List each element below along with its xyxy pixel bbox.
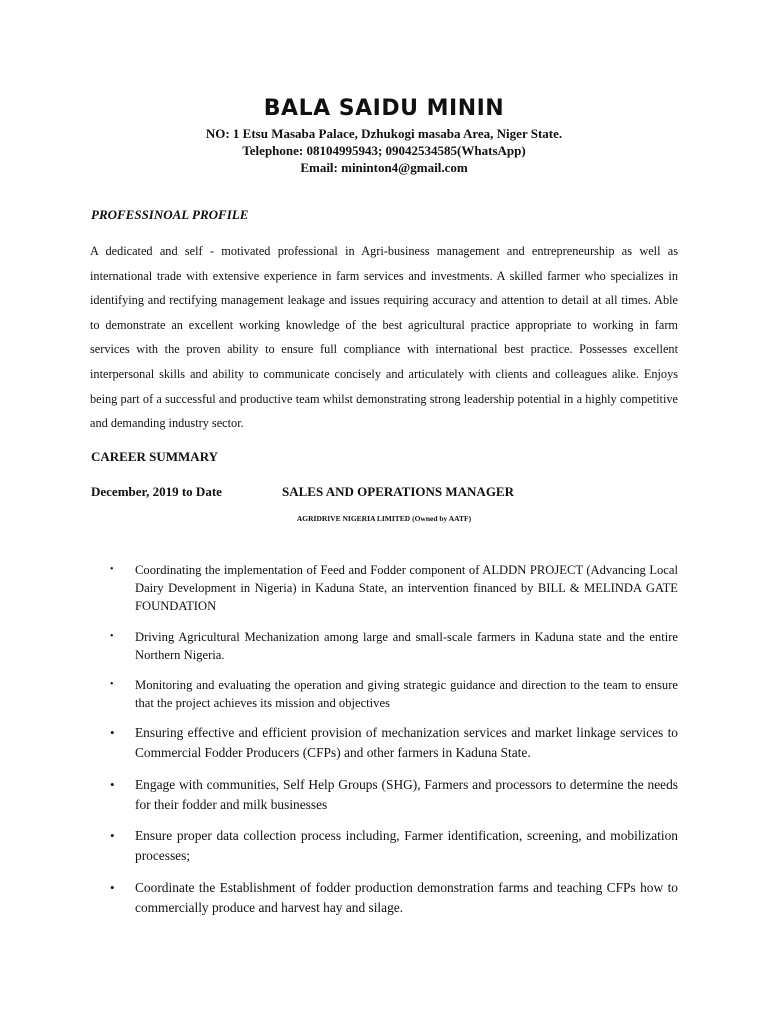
address-line: NO: 1 Etsu Masaba Palace, Dzhukogi masaba Area, Niger State. — [205, 126, 563, 141]
bullet-icon: • — [110, 777, 115, 792]
duty-text: Coordinate the Establishment of fodder production demonstration farms and teaching CFPs how to commercially produce and harvest hay and silage. — [135, 880, 678, 915]
bullet-icon: • — [110, 679, 114, 690]
bullet-icon: • — [110, 880, 115, 895]
job-date-range: December, 2019 to Date — [91, 484, 222, 499]
duty-text: Ensure proper data collection process including, Farmer identification, screening, and mobilization processes; — [135, 828, 678, 863]
email-line: Email: mininton4@gmail.com — [300, 160, 468, 175]
duty-text: Coordinating the implementation of Feed and Fodder component of ALDDN PROJECT (Advancing Local Dairy Development in Nigeria) in Kaduna State, an intervention financed by BILL & MELINDA GATE FOUNDATION — [135, 563, 678, 613]
duty-text: Driving Agricultural Mechanization among large and small-scale farmers in Kaduna state and the entire Northern Nigeria. — [135, 630, 678, 662]
bullet-icon: • — [110, 564, 114, 575]
candidate-name: BALA SAIDU MININ — [263, 96, 505, 121]
profile-heading: PROFESSINOAL PROFILE — [91, 207, 249, 222]
telephone-line: Telephone: 08104995943; 09042534585(WhatsApp) — [242, 143, 526, 158]
bullet-icon: • — [110, 725, 115, 740]
career-summary-heading: CAREER SUMMARY — [91, 449, 219, 464]
bullet-icon: • — [110, 631, 114, 642]
company-name: AGRIDRIVE NIGERIA LIMITED (Owned by AATF) — [296, 514, 472, 523]
bullet-icon: • — [110, 828, 115, 843]
duty-text: Ensuring effective and efficient provision of mechanization services and market linkage services to Commercial Fodder Producers (CFPs) and other farmers in Kaduna State. — [135, 725, 678, 760]
profile-text: A dedicated and self - motivated professional in Agri-business management and entrepreneurship as well as international trade with extensive experience in farm services and investments. A skilled farmer who specializes in identifying and rectifying management leakage and issues requiring accuracy and attention to detail at all times. Able to demonstrate an excellent working knowledge of the best agricultural practice appropriate to working in farm services with the proven ability to ensure full compliance with international best practice. Possesses excellent interpersonal skills and ability to communicate concisely and articulately with clients and colleagues alike. Enjoys being part of a successful and productive team whilst demonstrating strong leadership potential in a highly competitive and demanding industry sector. — [90, 244, 678, 431]
duty-text: Monitoring and evaluating the operation and giving strategic guidance and direction to the team to ensure that the project achieves its mission and objectives — [135, 678, 678, 710]
duty-text: Engage with communities, Self Help Groups (SHG), Farmers and processors to determine the needs for their fodder and milk businesses — [135, 777, 678, 812]
job-title: SALES AND OPERATIONS MANAGER — [282, 484, 514, 499]
